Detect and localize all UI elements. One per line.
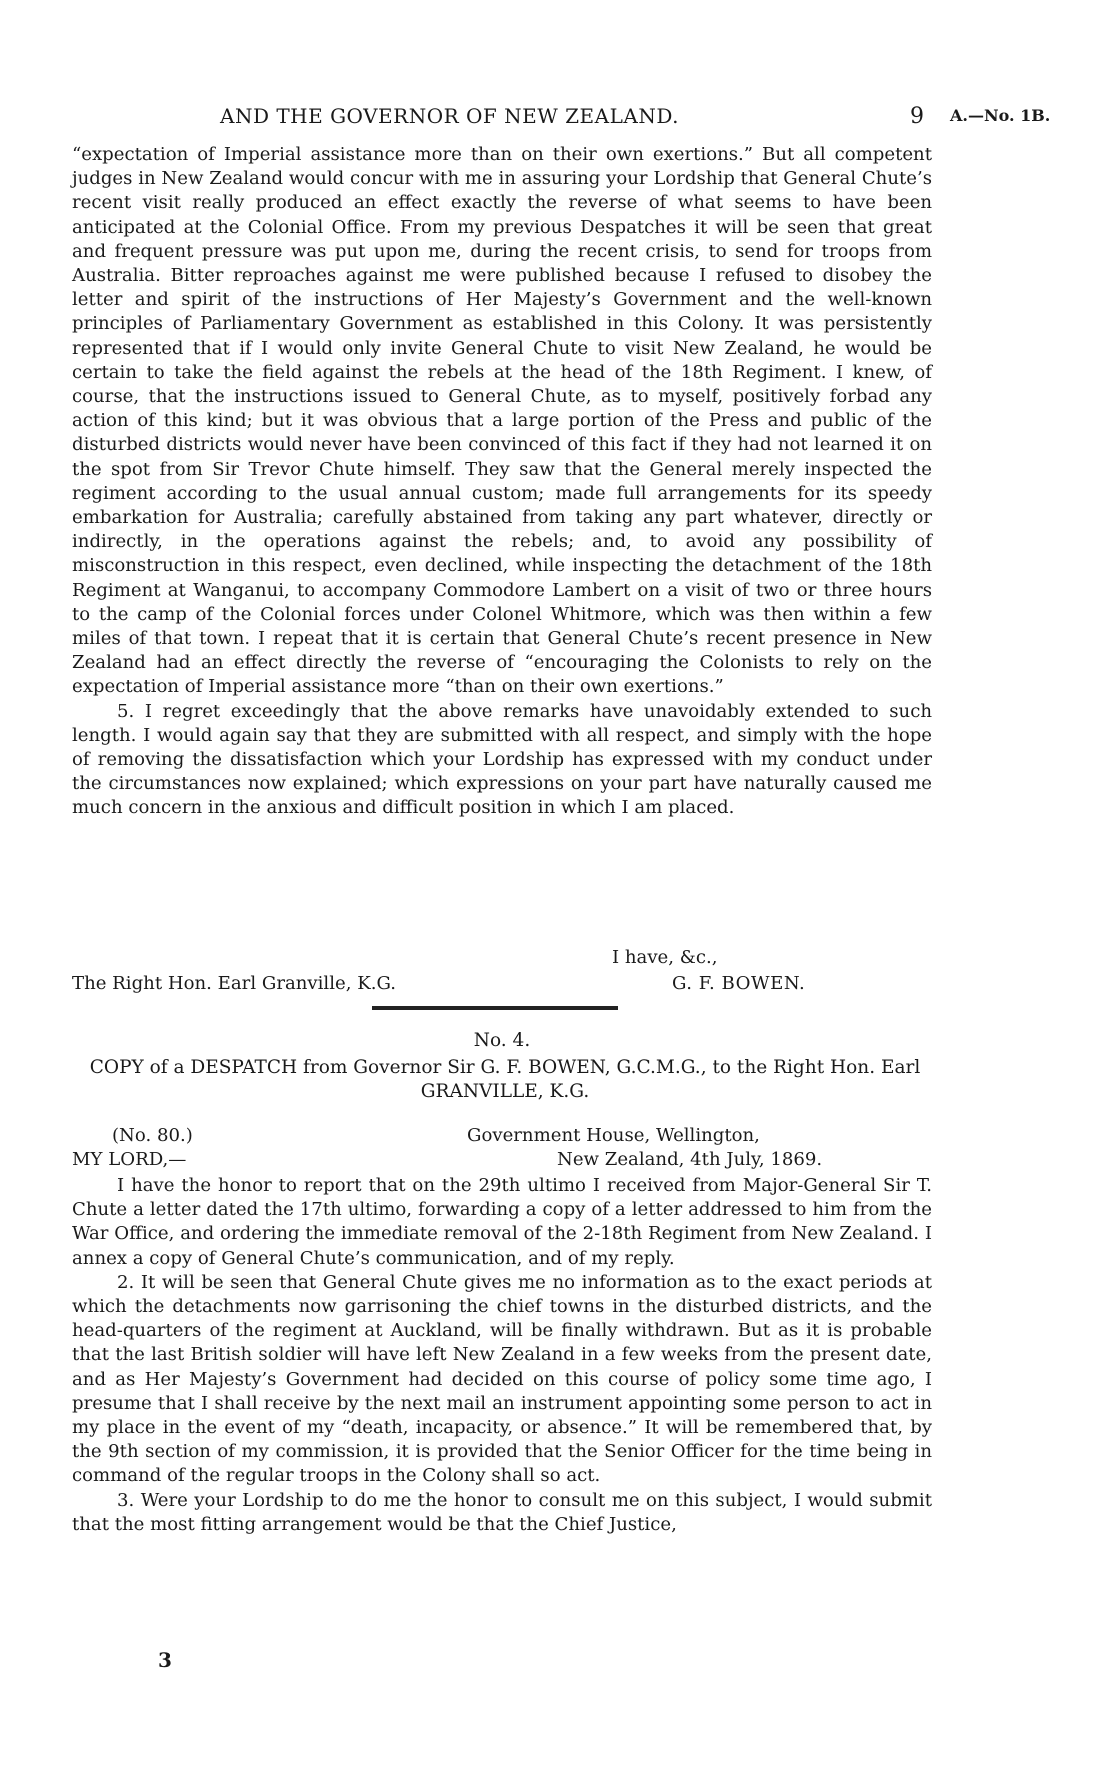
- paper-reference: A.—No. 1B.: [950, 106, 1051, 125]
- paragraph-2: 2. It will be seen that General Chute gives me no information as to the exact periods at which the detachments now garrisoning the chief towns in the disturbed districts, and the head-quarters of the regiment at Auckland, will be finally withdrawn. But as it is probable that the last British soldier will have left New Zealand in a few weeks from the present date, and as Her Majesty’s Government had decided on this course of policy some time ago, I presume that I shall receive by the next mail an instrument appointing some person to act in my place in the event of my “death, incapacity, or absence.” It will be remembered that, by the 9th section of my commission, it is provided that the Senior Officer for the time being in command of the regular troops in the Colony shall so act.: [72, 1271, 932, 1487]
- addressee: The Right Hon. Earl Granville, K.G.: [72, 973, 397, 994]
- letter-signoff: [72, 946, 932, 998]
- sender-address: Government House, Wellington,: [467, 1125, 760, 1146]
- salutation: MY LORD,—: [72, 1149, 187, 1170]
- section-divider: [372, 1006, 618, 1010]
- despatch-meta: [72, 1124, 932, 1174]
- signature-mark: 3: [158, 1648, 172, 1672]
- despatch-title: COPY of a DESPATCH from Governor Sir G. F. BOWEN, G.C.M.G., to the Right Hon. Earl GRANVILLE, K.G.: [89, 1057, 921, 1102]
- letter-body: [72, 143, 932, 821]
- closing-phrase: I have, &c.,: [612, 947, 718, 968]
- page-number: 9: [910, 104, 924, 129]
- paragraph-continuation: “expectation of Imperial assistance more than on their own exertions.” But all competent judges in New Zealand would concur with me in assuring your Lordship that General Chute’s recent visit really produced an effect exactly the reverse of what seems to have been anticipated at the Colonial Office. From my previous Despatches it will be seen that great and frequent pressure was put upon me, during the recent crisis, to send for troops from Australia. Bitter reproaches against me were published because I refused to disobey the letter and spirit of the instructions of Her Majesty’s Government and the well-known principles of Parliamentary Government as established in this Colony. It was persistently represented that if I would only invite General Chute to visit New Zealand, he would be certain to take the field against the rebels at the head of the 18th Regiment. I knew, of course, that the instructions issued to General Chute, as to myself, positively forbad any action of this kind; but it was obvious that a large portion of the Press and public of the disturbed districts would never have been convinced of this fact if they had not learned it on the spot from Sir Trevor Chute himself. They saw that the General merely inspected the regiment according to the usual annual custom; made full arrangements for its speedy embarkation for Australia; carefully abstained from taking any part whatever, directly or indirectly, in the operations against the rebels; and, to avoid any possibility of misconstruction in this respect, even declined, while inspecting the detachment of the 18th Regiment at Wanganui, to accompany Commodore Lambert on a visit of two or three hours to the camp of the Colonial forces under Colonel Whitmore, which was then within a few miles of that town. I repeat that it is certain that General Chute’s recent presence in New Zealand had an effect directly the reverse of “encouraging the Colonists to rely on the expectation of Imperial assistance more “than on their own exertions.”: [72, 144, 932, 698]
- paragraph-1: I have the honor to report that on the 29th ultimo I received from Major-General Sir T. Chute a letter dated the 17th ultimo, forwarding a copy of a letter addressed to him from the War Office, and ordering the immediate removal of the 2-18th Regiment from New Zealand. I annex a copy of General Chute’s communication, and of my reply.: [72, 1175, 932, 1269]
- paragraph-5: 5. I regret exceedingly that the above remarks have unavoidably extended to such length. I would again say that they are submitted with all respect, and simply with the hope of removing the dissatisfaction which your Lordship has expressed with my conduct under the circumstances now explained; which expressions on your part have naturally caused me much concern in the anxious and difficult position in which I am placed.: [72, 700, 932, 819]
- despatch-body: [72, 1174, 932, 1537]
- paragraph-3: 3. Were your Lordship to do me the honor to consult me on this subject, I would submit that the most fitting arrangement would be that the Chief Justice,: [72, 1489, 932, 1535]
- despatch-number: No. 4.: [473, 1030, 531, 1051]
- page-header: [60, 104, 1100, 136]
- despatch-date: New Zealand, 4th July, 1869.: [557, 1149, 823, 1170]
- dispatch-number: (No. 80.): [112, 1125, 193, 1146]
- signature: G. F. BOWEN.: [672, 973, 806, 994]
- running-head: AND THE GOVERNOR OF NEW ZEALAND.: [220, 104, 679, 128]
